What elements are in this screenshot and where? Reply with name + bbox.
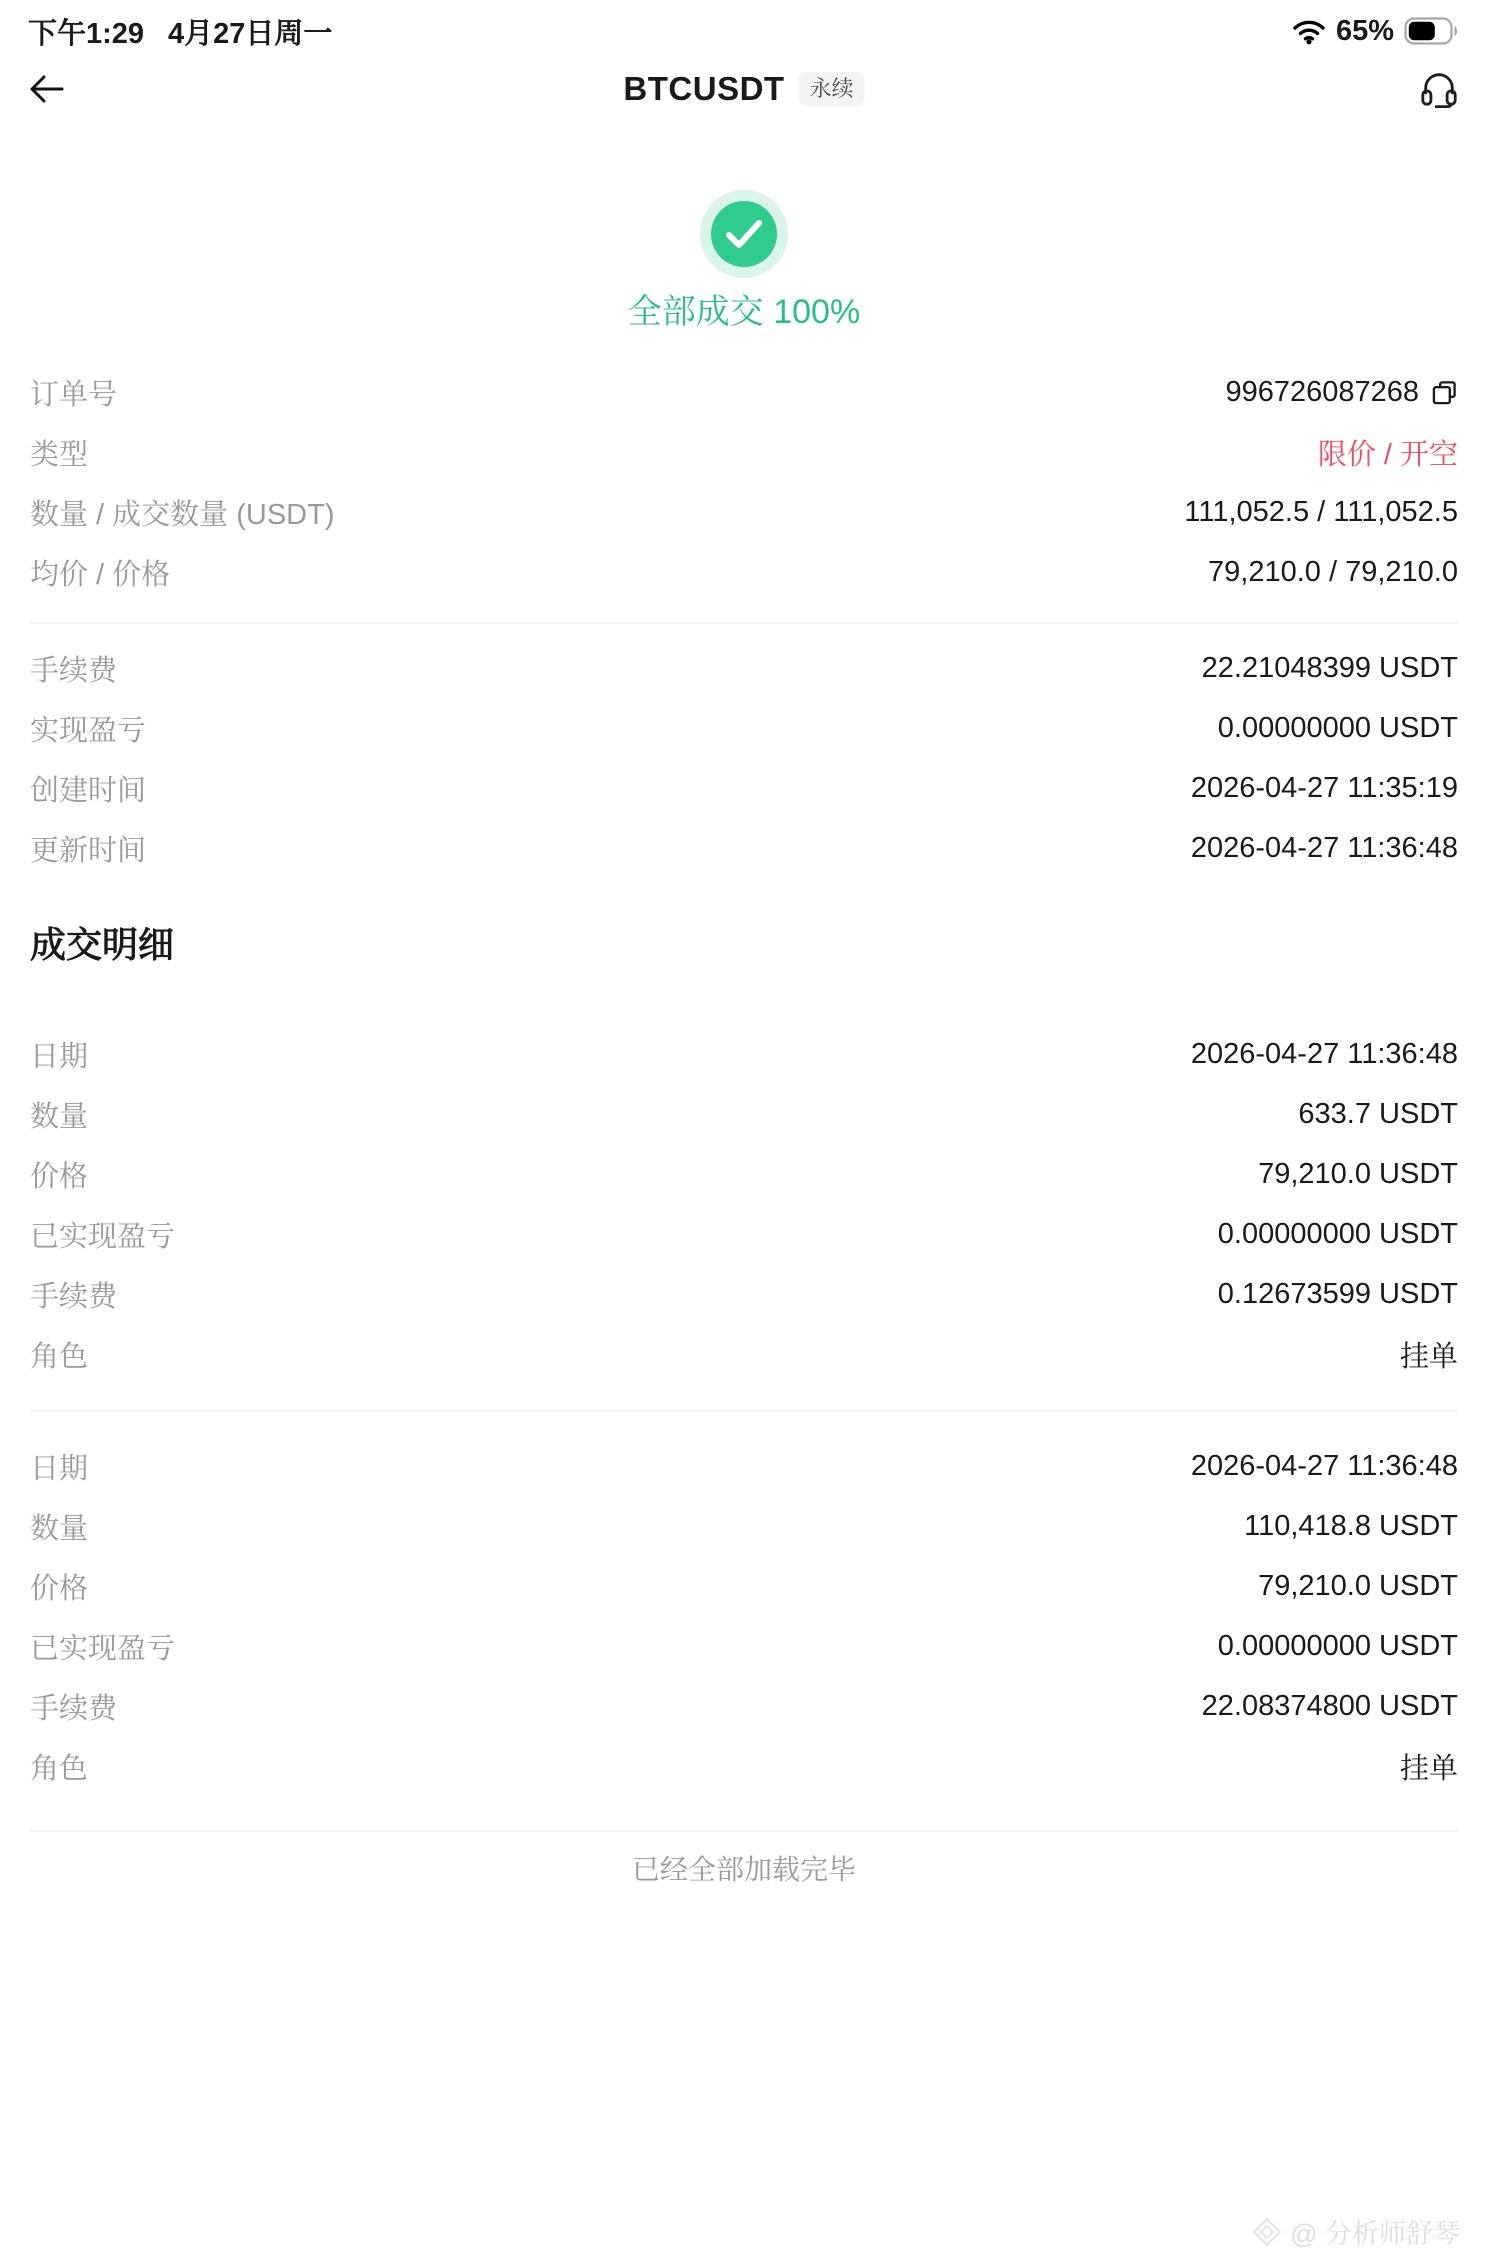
support-button[interactable] xyxy=(1418,69,1460,109)
fill-amount-row xyxy=(0,1496,1488,1556)
row-value: 0.00000000 USDT xyxy=(1217,1217,1458,1250)
row-label: 类型 xyxy=(30,438,89,471)
fills-section-title: 成交明细 xyxy=(30,924,175,965)
fill-amount-row xyxy=(0,1084,1488,1144)
row-value: 0.12673599 USDT xyxy=(1217,1277,1458,1310)
row-value: 22.08374800 USDT xyxy=(1201,1689,1458,1722)
row-label: 角色 xyxy=(30,1340,89,1373)
row-label: 均价 / 价格 xyxy=(30,558,171,591)
battery-icon xyxy=(1404,17,1460,45)
row-label: 更新时间 xyxy=(30,834,147,867)
status-date: 4月27日周一 xyxy=(168,17,333,50)
perpetual-badge: 永续 xyxy=(799,72,865,106)
watermark-logo-icon xyxy=(1252,2217,1282,2247)
order-id-row xyxy=(0,362,1488,422)
status-time: 下午1:29 xyxy=(28,17,145,50)
nav-bar xyxy=(0,58,1488,120)
fill-role-row xyxy=(0,1324,1488,1384)
order-type-value: 限价 / 开空 xyxy=(1317,438,1458,471)
footer-divider xyxy=(30,1830,1458,1832)
fill-pnl-row xyxy=(0,1616,1488,1676)
row-value: 0.00000000 USDT xyxy=(1217,1629,1458,1662)
fill-pnl-row xyxy=(0,1204,1488,1264)
fill-block-2 xyxy=(0,1436,1488,1796)
row-value: 2026-04-27 11:36:48 xyxy=(1190,1037,1458,1070)
row-value: 633.7 USDT xyxy=(1298,1097,1458,1130)
load-complete-text: 已经全部加载完毕 xyxy=(631,1854,856,1885)
realized-pnl-row xyxy=(0,698,1488,758)
fill-fee-row xyxy=(0,1264,1488,1324)
order-price-row xyxy=(0,542,1488,602)
fill-date-row xyxy=(0,1024,1488,1084)
order-info-secondary xyxy=(0,638,1488,878)
row-label: 已实现盈亏 xyxy=(30,1220,176,1253)
status-bar xyxy=(0,0,1488,48)
order-info-primary xyxy=(0,362,1488,602)
row-label: 手续费 xyxy=(30,1692,118,1725)
watermark-text: @ 分析师舒琴 xyxy=(1290,2219,1460,2249)
row-value: 挂单 xyxy=(1399,1752,1458,1785)
row-value: 22.21048399 USDT xyxy=(1201,651,1458,684)
copy-icon xyxy=(1431,379,1458,406)
row-label: 数量 xyxy=(30,1100,89,1133)
success-check-icon xyxy=(711,201,777,267)
fill-date-row xyxy=(0,1436,1488,1496)
row-label: 创建时间 xyxy=(30,774,147,807)
update-time-row xyxy=(0,818,1488,878)
row-label: 手续费 xyxy=(30,1280,118,1313)
row-value: 79,210.0 USDT xyxy=(1258,1157,1458,1190)
row-value: 111,052.5 / 111,052.5 xyxy=(1184,495,1458,528)
success-check-halo xyxy=(700,190,788,278)
fill-block-1 xyxy=(0,1024,1488,1384)
row-value: 110,418.8 USDT xyxy=(1244,1509,1458,1542)
row-label: 数量 xyxy=(30,1512,89,1545)
row-label: 数量 / 成交数量 (USDT) xyxy=(30,498,335,531)
row-label: 价格 xyxy=(30,1572,89,1605)
row-label: 手续费 xyxy=(30,654,118,687)
fill-fee-row xyxy=(0,1676,1488,1736)
fill-price-row xyxy=(0,1144,1488,1204)
order-amount-row xyxy=(0,482,1488,542)
copy-order-id-button[interactable] xyxy=(1431,379,1458,406)
row-label: 日期 xyxy=(30,1040,89,1073)
row-value: 2026-04-27 11:35:19 xyxy=(1190,771,1458,804)
create-time-row xyxy=(0,758,1488,818)
row-value: 挂单 xyxy=(1399,1340,1458,1373)
row-label: 订单号 xyxy=(30,378,118,411)
row-value: 2026-04-27 11:36:48 xyxy=(1190,1449,1458,1482)
fill-divider xyxy=(30,1410,1458,1412)
back-arrow-icon xyxy=(28,73,66,105)
wifi-icon xyxy=(1292,18,1326,45)
page-title: BTCUSDT xyxy=(623,70,785,107)
row-label: 已实现盈亏 xyxy=(30,1632,176,1665)
fill-price-row xyxy=(0,1556,1488,1616)
section-divider xyxy=(30,622,1458,624)
order-type-row xyxy=(0,422,1488,482)
watermark xyxy=(1252,2212,1460,2251)
order-id-value: 996726087268 xyxy=(1225,375,1419,408)
order-status-block xyxy=(0,190,1488,334)
fill-role-row xyxy=(0,1736,1488,1796)
row-label: 实现盈亏 xyxy=(30,714,147,747)
row-value: 2026-04-27 11:36:48 xyxy=(1190,831,1458,864)
row-value: 0.00000000 USDT xyxy=(1217,711,1458,744)
battery-percent: 65% xyxy=(1335,14,1394,47)
fill-status-text: 全部成交 100% xyxy=(627,293,861,331)
row-value: 79,210.0 / 79,210.0 xyxy=(1208,555,1458,588)
row-label: 价格 xyxy=(30,1160,89,1193)
back-button[interactable] xyxy=(28,71,72,107)
row-value: 79,210.0 USDT xyxy=(1258,1569,1458,1602)
headset-icon xyxy=(1418,69,1460,109)
fee-row xyxy=(0,638,1488,698)
row-label: 角色 xyxy=(30,1752,89,1785)
row-label: 日期 xyxy=(30,1452,89,1485)
